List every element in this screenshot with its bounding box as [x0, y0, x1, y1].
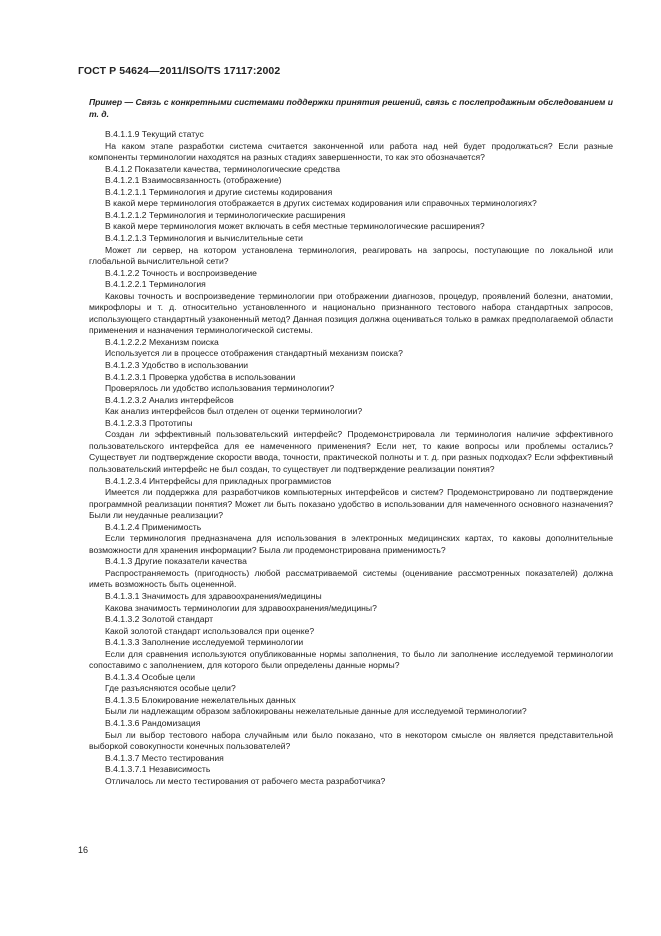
body-paragraph: Какой золотой стандарт использовался при оценке? — [105, 625, 315, 636]
section-heading: В.4.1.2.3.2 Анализ интерфейсов — [105, 394, 234, 405]
section-heading: В.4.1.1.9 Текущий статус — [105, 129, 204, 140]
body-paragraph: Был ли выбор тестового набора случайным или было показано, что в некотором смысле он является представительной выборкой совокупности конечных пользователей? — [89, 729, 613, 752]
section-heading: В.4.1.3.4 Особые цели — [105, 671, 196, 682]
body-paragraph: Если для сравнения используются опубликованные нормы заполнения, то было ли заполнение исследуемой терминологии сопоставимо с заполнением, для которого были определены данные нормы? — [89, 648, 613, 671]
section-heading: В.4.1.2.1 Взаимосвязанность (отображение) — [105, 175, 282, 186]
body-paragraph: Если терминология предназначена для использования в электронных медицинских картах, то каковы дополнительные возможности для хранения информации? Была ли продемонстрирована применимость? — [89, 533, 613, 555]
section-heading: В.4.1.3.2 Золотой стандарт — [105, 614, 214, 625]
section-heading: В.4.1.2.1.2 Терминология и терминологические расширения — [105, 209, 346, 220]
page-number: 16 — [78, 845, 89, 855]
body-paragraph: В какой мере терминология отображается в других системах кодирования или справочных терминологиях? — [105, 198, 537, 209]
section-heading: В.4.1.3 Другие показатели качества — [105, 556, 247, 567]
body-paragraph: На каком этапе разработки система считается законченной или работа над ней будет продолжаться? Если разные компоненты терминологии находятся на разных стадиях завершенности, то как это обозначается? — [89, 140, 613, 163]
section-heading: В.4.1.2.1.1 Терминология и другие системы кодирования — [105, 186, 333, 197]
body-paragraph: Имеется ли поддержка для разработчиков компьютерных интерфейсов и систем? Продемонстрировано ли подтверждение программной реализации понятия? Может ли быть показано удобство в использовании для намеченного основного назначения? Были ли неудачные реализации? — [89, 487, 613, 521]
body-paragraph: Распространяемость (пригодность) любой рассматриваемой системы (оценивание рассмотренных показателей) должна иметь возможность быть оцененной. — [89, 567, 613, 590]
section-heading: В.4.1.3.1 Значимость для здравоохранения/медицины — [105, 590, 322, 601]
document-header: ГОСТ Р 54624—2011/ISO/TS 17117:2002 — [78, 65, 281, 77]
section-heading: В.4.1.3.7 Место тестирования — [105, 752, 224, 763]
example-note: Пример — Связь с конкретными системами поддержки принятия решений, связь с послепродажным обследованием и т. д. — [89, 97, 613, 119]
body-paragraph: Как анализ интерфейсов был отделен от оценки терминологии? — [105, 406, 363, 417]
section-heading: В.4.1.2.2 Точность и воспроизведение — [105, 267, 257, 278]
section-heading: В.4.1.2.1.3 Терминология и вычислительные сети — [105, 233, 303, 244]
section-heading: В.4.1.2.3 Удобство в использовании — [105, 360, 249, 371]
body-paragraph: Отличалось ли место тестирования от рабочего места разработчика? — [105, 775, 386, 786]
section-heading: В.4.1.2.3.3 Прототипы — [105, 417, 193, 428]
section-heading: В.4.1.3.7.1 Независимость — [105, 764, 211, 775]
section-heading: В.4.1.2.2.1 Терминология — [105, 279, 206, 290]
document-body — [89, 97, 613, 787]
section-heading: В.4.1.2 Показатели качества, терминологические средства — [105, 163, 341, 174]
body-paragraph: Где разъясняются особые цели? — [105, 683, 236, 694]
body-paragraph: Были ли надлежащим образом заблокированы нежелательные данные для исследуемой терминологии? — [105, 706, 527, 717]
body-paragraph: В какой мере терминология может включать в себя местные терминологические расширения? — [105, 221, 485, 232]
body-paragraph: Может ли сервер, на котором установлена терминология, реагировать на запросы, поступающие по локальной или глобальной вычислительной сети? — [89, 244, 613, 267]
body-paragraph: Какова значимость терминологии для здравоохранения/медицины? — [105, 602, 377, 613]
section-heading: В.4.1.2.3.4 Интерфейсы для прикладных программистов — [105, 475, 332, 486]
section-heading: В.4.1.2.3.1 Проверка удобства в использовании — [105, 371, 296, 382]
body-paragraph: Проверялось ли удобство использования терминологии? — [105, 383, 335, 394]
section-heading: В.4.1.3.5 Блокирование нежелательных данных — [105, 694, 296, 705]
body-paragraph: Создан ли эффективный пользовательский интерфейс? Продемонстрировала ли терминология наличие эффективного пользовательского интерфейса для ее намеченного применения? Если нет, то какие вопросы или проблемы остались? Существует ли подтверждение скорости ввода, точности, практической полноты и т. д. при разных подходах? Если эффективный пользовательский интерфейс не был создан, то существует ли подтверждение реализации понятия? — [89, 429, 613, 474]
section-heading: В.4.1.3.3 Заполнение исследуемой терминологии — [105, 637, 304, 648]
body-paragraph: Каковы точность и воспроизведение терминологии при отображении диагнозов, процедур, проявлений болезни, анатомии, микрофлоры и т. д. относительно установленного и национально признанного тестового набора стандартных запросов, использующего стандартный узаконенный метод? Данная позиция должна оцениваться только в рамках предполагаемой области применения и назначения терминологической системы. — [89, 290, 613, 336]
section-heading: В.4.1.2.2.2 Механизм поиска — [105, 336, 219, 347]
section-heading: В.4.1.2.4 Применимость — [105, 521, 202, 532]
body-paragraph: Используется ли в процессе отображения стандартный механизм поиска? — [105, 348, 403, 359]
section-heading: В.4.1.3.6 Рандомизация — [105, 717, 201, 728]
